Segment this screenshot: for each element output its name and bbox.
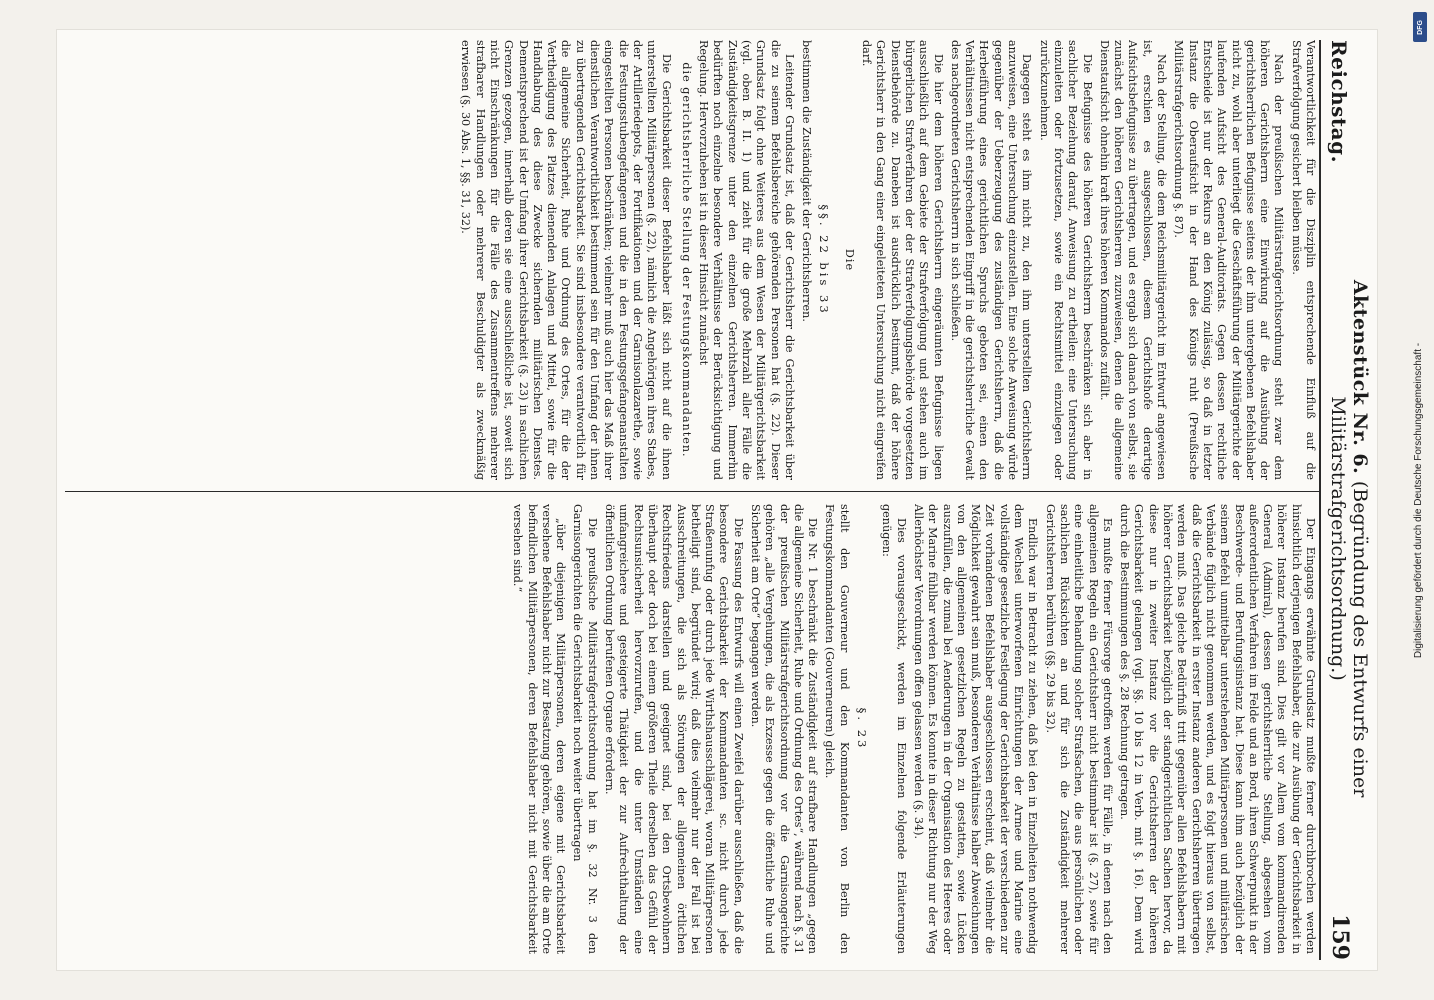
digitization-credit bbox=[1410, 10, 1428, 990]
paragraph: Es mußte ferner Fürsorge getroffen werden für Fälle, in denen nach den allgemeinen Regeln ein Gerichtsherr nicht bestimmbar ist (§. 27), sowie für eine einheitliche Behandlung solcher Strafsachen, die aus persönlichen oder sachlichen Rücksichten an und für sich die Zuständigkeit mehrerer Gerichtsherren berühren (§§. 29 bis 32). bbox=[1043, 504, 1114, 954]
paragraph: Die Befugnisse des höheren Gerichtsherrn beschränken sich aber in sachlicher Beziehung darauf, Anweisung zu ertheilen: eine Untersuchung einzuleiten oder fortzusetzen, sowie ein Rechtsmittel einzulegen oder zurückzunehmen. bbox=[1037, 40, 1094, 480]
paragraph: Leitender Grundsatz ist, daß der Gerichtsherr die Gerichtsbarkeit über die zu seinem Befehlsbereiche gehörenden Personen hat (§. 22). Dieser Grundsatz folgt ohne Weiteres aus dem Wesen der Militärgerichtsbarkeit (vgl. oben B. II. 1) und zieht für die große Mehrzahl aller Fälle die Zuständigkeitsgrenze unter den einzelnen Gerichtsherren. Immerhin bedürften noch einzelne besondere Verhältnisse der Berücksichtigung und Regelung. Hervorzuheben ist in dieser Hinsicht zunächst bbox=[697, 40, 796, 480]
page-header bbox=[1319, 40, 1371, 960]
paragraph: Die Nr. 1 beschränkt die Zuständigkeit auf strafbare Handlungen „gegen die allgemeine Sicherheit, Ruhe und Ordnung des Ortes“, während nach §. 31 der preußischen Militärstrafgerichtsordnung vor die Garnisongerichte gehören „alle Vergehungen, die als Exzesse gegen die öffentliche Ruhe und Sicherheit am Orte“ begangen werden. bbox=[749, 504, 820, 954]
column-divider bbox=[65, 491, 1319, 492]
paragraph: bestimmen die Zuständigkeit der Gerichtsherren. bbox=[800, 40, 814, 322]
paragraph: Der Eingangs erwähnte Grundsatz mußte ferner durchbrochen werden hinsichtlich derjenigen Befehlshaber, die zur Ausübung der Gerichtsbarkeit in höherer Instanz berufen sind. Dies gilt vor Allem vom kommandirenden General (Admiral), dessen gerichtsherrliche Stellung, abgesehen vom außerordentlichen Verfahren im Felde und an Bord, ihren Schwerpunkt in der Beschwerde- und Berufungsinstanz hat. Diese kann ihm auch bezüglich der seinem Befehl unmittelbar unterstehenden Militärpersonen und militärischen Verbände füglich nicht genommen werden, und es folgt hieraus von selbst, daß die Gerichtsbarkeit in erster Instanz anderen Gerichtsherren übertragen werden muß. Das gleiche Bedürfniß tritt gegenüber allen Befehlshabern mit höherer Gerichtsbarkeit bezüglich der standgerichtlichen Sachen hervor, da diese nur in zweiter Instanz vor die Gerichtsherren der höheren Gerichtsbarkeit gelangen (vgl. §§. 10 bis 12 in Verb. mit §. 16). Dem wird durch die Bestimmungen des §. 28 Rechnung getragen. bbox=[1118, 504, 1317, 954]
paragraph: Die Gerichtsbarkeit dieser Befehlshaber läßt sich nicht auf die ihnen unterstellten Militärpersonen (§. 22), nämlich die Angehörigen ihres Stabes, der Artilleriedepots, der Fortifikationen und der Garnisonlazarethe, sowie die Festungsstubengefangenen und die in den Festungsgefangenanstalten eingestellten Personen beschränken; vielmehr muß auch hier das Maß ihrer dienstlichen Verantwortlichkeit bestimmend sein für den Umfang der ihnen zu übertragenden Gerichtsbarkeit. Sie sind insbesondere verantwortlich für die allgemeine Sicherheit, Ruhe und Ordnung des Ortes, für die der Vertheidigung des Platzes dienenden Anlagen und Mittel, sowie für die Handhabung des diese Zwecke sichernden militärischen Dienstes. Dementsprechend ist der Umfang ihrer Gerichtsbarkeit (§. 23) in sachlichen Grenzen gezogen, innerhalb deren sie eine ausschließliche ist, soweit sich nicht Einschränkungen für die Fälle des Zusammentreffens mehrerer strafbarer Handlungen oder mehrerer Beschuldigter als zweckmäßig erwiesen (§. 30 Abs. 1, §§. 31, 32). bbox=[459, 40, 673, 480]
page-number: 159 bbox=[1327, 914, 1353, 960]
section-heading-22-33: §§. 22 bis 33 bbox=[817, 204, 832, 316]
left-text-column bbox=[65, 40, 1317, 480]
paragraph: Endlich war in Betracht zu ziehen, daß bei den in Einzelheiten nothwendig dem Wechsel unterworfenen Einrichtungen der Armee und Marine eine vollständige gesetzliche Festlegung der Gerichtsbarkeit der verschiedenen zur Zeit vorhandenen Befehlshaber ausgeschlossen erscheint, daß vielmehr die Möglichkeit gewahrt sein muß, besonderen Verhältnisse halber Abweichungen von den allgemeinen gesetzlichen Regeln zu gestatten, sowie Lücken auszufüllen, die zumal bei Aenderungen in der Organisation des Heeres oder der Marine fühlbar werden können. Es konnte in dieser Richtung nur der Weg Allerhöchster Verordnungen offen gelassen werden (§. 34). bbox=[911, 504, 1040, 954]
paragraph: stellt den Gouverneur und den Kommandanten von Berlin den Festungskommandanten (Gouverneuren) gleich. bbox=[823, 504, 851, 954]
running-head-title bbox=[1327, 179, 1371, 898]
right-text-column bbox=[65, 504, 1317, 954]
aktenstueck-number: Aktenstück Nr. 6. bbox=[1349, 279, 1371, 475]
paragraph: Die Fassung des Entwurfs will einen Zweifel darüber ausschließen, daß die besondere Gerichtsbarkeit der Kommandanten sc. nicht durch jede Straßenunfug oder durch jede Wirthshausschlägerei, woran Militärpersonen betheiligt sind, begründet wird; daß dies vielmehr nur der Fall ist bei Ausschreitungen, die sich als Störungen der allgemeinen örtlichen Rechtsfriedens darstellen und geeignet sind, bei den Ortsbewohnern überhaupt oder doch bei einem größeren Theile derselben das Gefühl der Rechtsunsicherheit hervorzurufen, und die unter Umständen eine umfangreichere und gesteigerte Thätigkeit der zur Aufrechthaltung der öffentlichen Ordnung berufenen Organe erfordern. bbox=[603, 504, 745, 954]
section-heading-23: §. 23 bbox=[855, 707, 870, 751]
dfg-logo-text: DFG bbox=[1416, 19, 1424, 35]
document-page bbox=[57, 30, 1377, 970]
document-subtitle: (Begründung des Entwurfs einer Militärstrafgerichtsordnung.) bbox=[1327, 396, 1371, 798]
paragraph-die: Die bbox=[842, 248, 856, 272]
running-head-reichstag: Reichstag. bbox=[1327, 40, 1351, 164]
paragraph: Verantwortlichkeit für die Disziplin entsprechende Einfluß auf die Strafverfolgung gesichert bleiben müsse. bbox=[1289, 40, 1317, 480]
dfg-logo-icon bbox=[1413, 12, 1427, 42]
digitization-credit-text: Digitalisierung gefördert durch die Deutsche Forschungsgemeinschaft - bbox=[1413, 342, 1425, 658]
paragraph: Nach der preußischen Militärstrafgerichtsordnung steht zwar dem höheren Gerichtsherrn eine Einwirkung auf die Ausübung der gerichtsherrlichen Befugnisse seitens der ihm untergebenen Befehlshaber nicht zu, wohl aber unterliegt die Geschäftsführung der Militärgerichte der laufenden Aufsicht des General-Auditoriats. Gegen dessen rechtliche Entscheide ist nur der Rekurs an den König zulässig, so daß in letzter Instanz die Oberaufsicht in der Hand des Königs ruht (Preußische Militärstrafgerichtsordnung §. 87). bbox=[1172, 40, 1286, 480]
subheading-festungskommandanten: die gerichtsherrliche Stellung der Festungskommandanten. bbox=[679, 62, 693, 458]
paragraph: Die preußische Militärstrafgerichtsordnung hat im §. 32 Nr. 3 den Garnisongerichten die Gerichtsbarkeit noch weiter übertragen bbox=[571, 504, 599, 954]
paragraph: Die hier dem höheren Gerichtsherrn eingeräumten Befugnisse liegen ausschließlich auf dem Gebiete der Strafverfolgung und stehen auch im bürgerlichen Strafverfahren der der Strafverfolgungsbehörde vorgesetzten Dienstbehörde zu. Daneben ist ausdrücklich bestimmt, daß der höhere Gerichtsherr in den Gang einer eingeleiteten Untersuchung nicht eingreifen darf. bbox=[860, 40, 945, 480]
paragraph: Dies vorausgeschickt, werden im Einzelnen folgende Erläuterungen genügen: bbox=[880, 504, 908, 954]
paragraph: Nach der Stellung, die dem Reichsmilitärgericht im Entwurf angewiesen ist, erschien es ausgeschlossen, diesem Gerichtshofe derartige Aufsichtsbefugnisse zu übertragen, und es ergab sich danach von selbst, sie zunächst den höheren Gerichtsherren zuzuweisen, denen die allgemeine Dienstaufsicht ohnehin kraft ihres höheren Kommandos zufällt. bbox=[1097, 40, 1169, 480]
paragraph: Dagegen steht es ihm nicht zu, den ihm unterstellten Gerichtsherrn anzuweisen, eine Untersuchung einzustellen. Eine solche Anweisung würde gegenüber der Ueberzeugung des zuständigen Gerichtsherrn, daß die Herbeiführung eines gerichtlichen Spruchs geboten sei, einen den Verhältnissen nicht entsprechenden Eingriff in die gerichtsherrliche Gewalt des nachgeordneten Gerichtsherrn in sich schließen. bbox=[948, 40, 1034, 480]
quotation: „über diejenigen Militärpersonen, deren eigene mit Gerichtsbarkeit versehene Befehlshaber nicht zur Besatzung gehören, sowie über die am Orte befindlichen Militärpersonen, deren Befehlshaber nicht mit Gerichtsbarkeit versehen sind.“ bbox=[511, 504, 568, 954]
